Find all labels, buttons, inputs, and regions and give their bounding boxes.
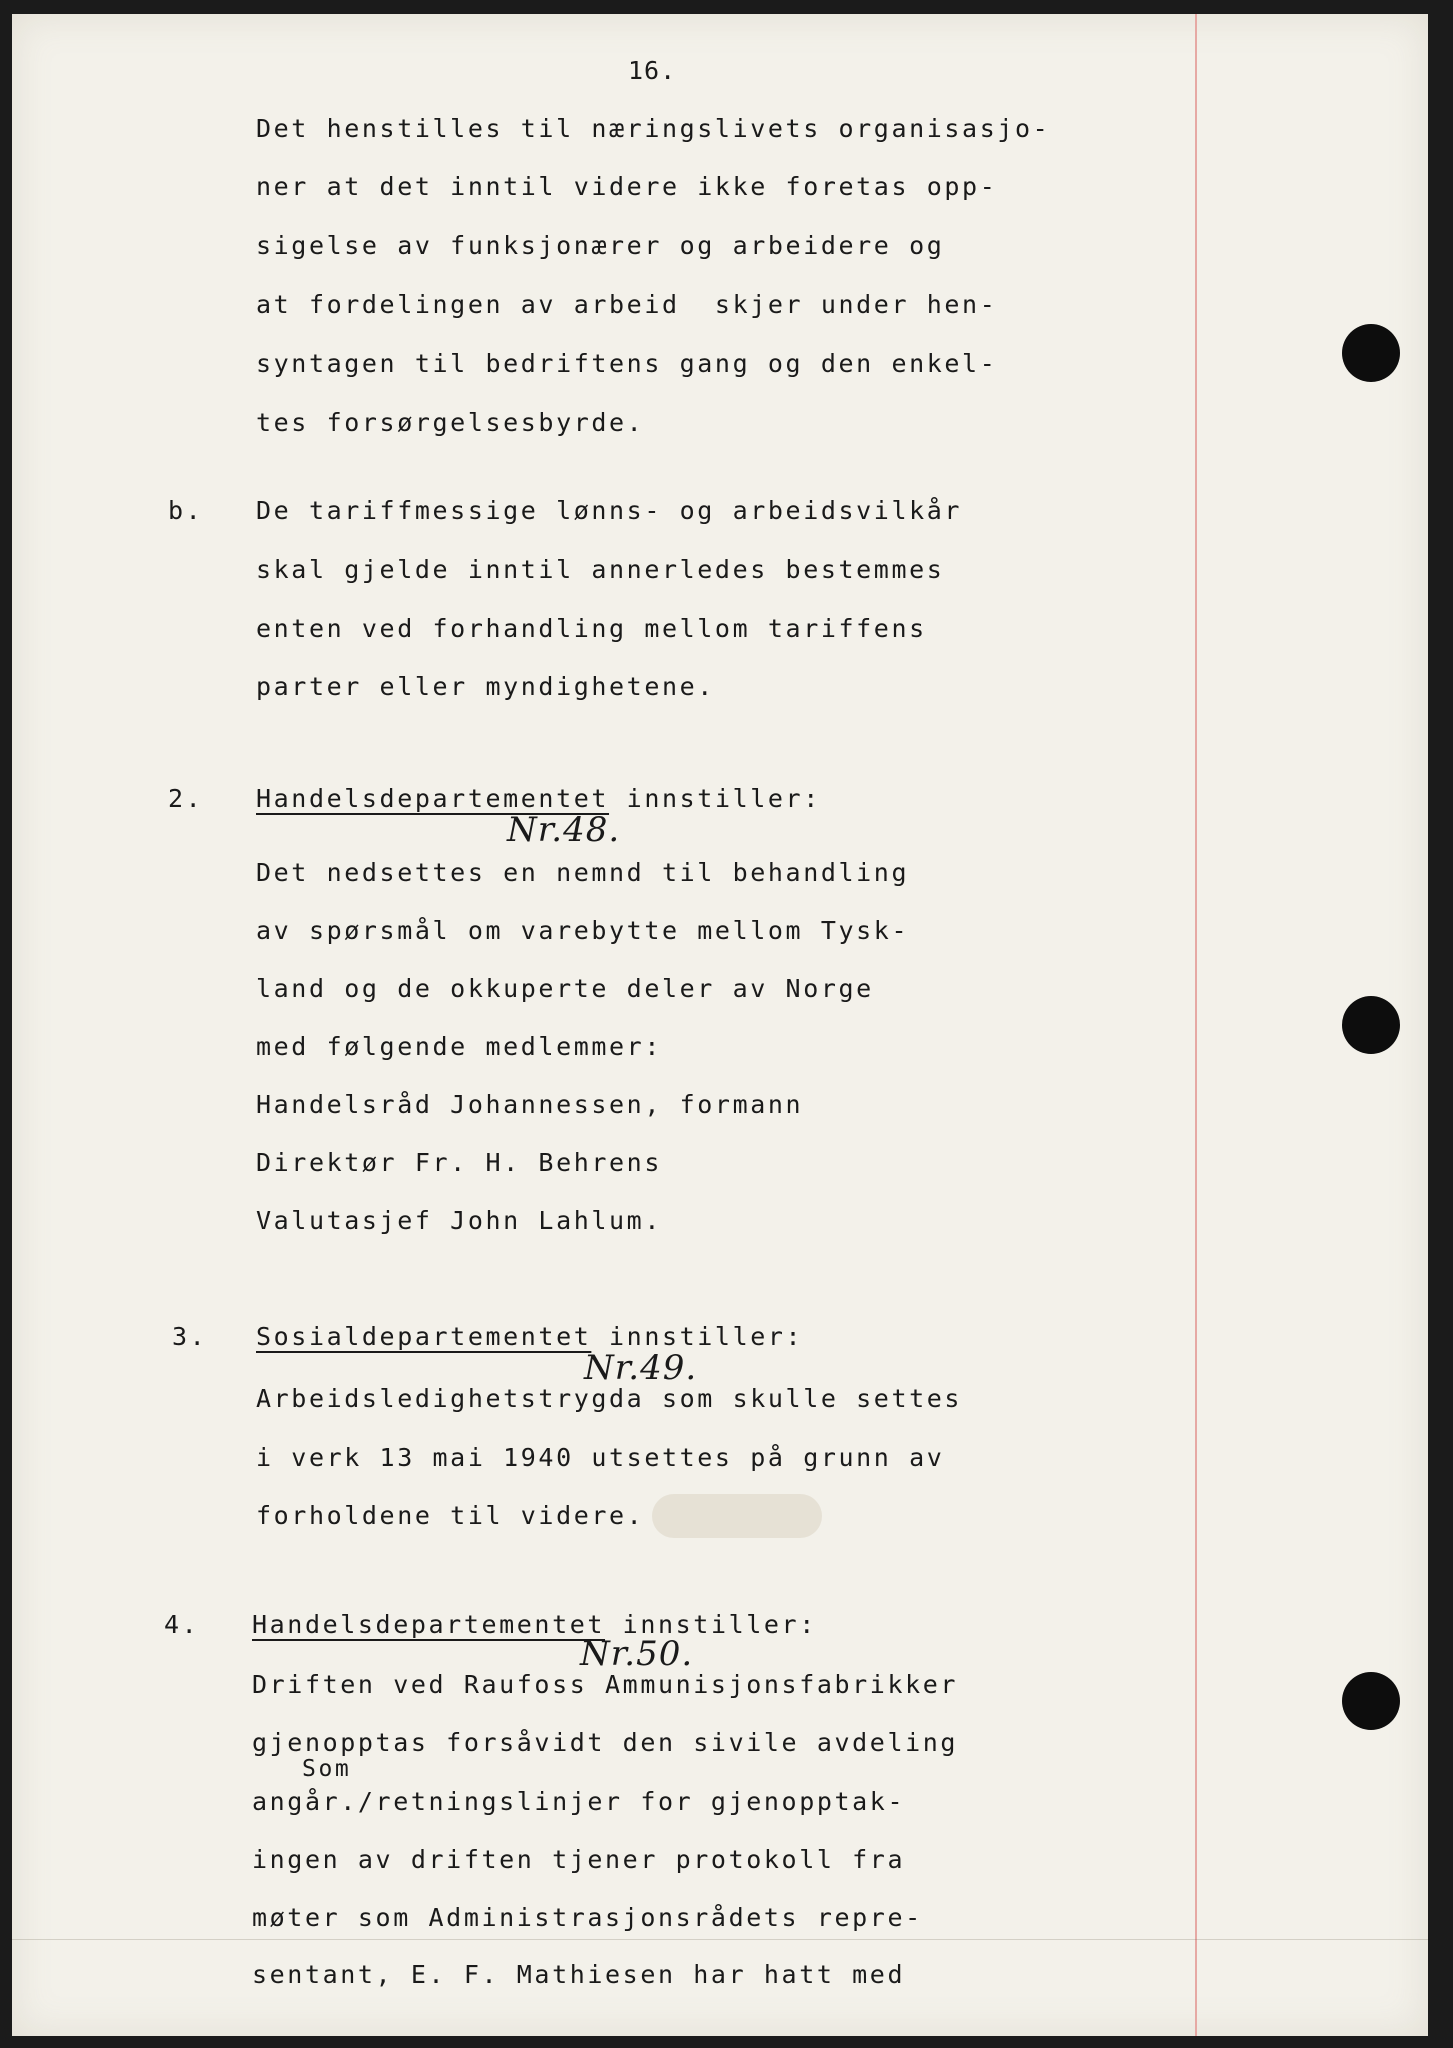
item-b-line: parter eller myndighetene. [256,672,715,701]
intro-line: Det henstilles til næringslivets organisasjo- [256,114,1051,143]
intro-line: ner at det inntil videre ikke foretas opp- [256,172,998,201]
item-4-line: ingen av driften tjener protokoll fra [252,1845,906,1874]
item-b-line: enten ved forhandling mellom tariffens [256,614,927,643]
item-4-heading: Handelsdepartementet [252,1610,606,1639]
punch-hole [1342,996,1400,1054]
punch-hole [1342,1672,1400,1730]
item-2-line: land og de okkuperte deler av Norge [256,974,874,1003]
item-3-line: forholdene til videre. [256,1501,645,1530]
item-b-marker: b. [168,496,204,525]
item-2-heading-suffix: innstiller: [609,784,821,813]
item-3-heading-row [256,1322,803,1352]
item-3-marker: 3. [172,1322,208,1351]
item-b-line: skal gjelde inntil annerledes bestemmes [256,555,945,584]
margin-rule [1195,14,1197,2036]
item-4-line: gjenopptas forsåvidt den sivile avdeling [252,1728,959,1757]
faded-stamp [652,1494,822,1538]
item-b-line: De tariffmessige lønns- og arbeidsvilkår [256,496,963,525]
page-fold-line [12,1939,1428,1940]
item-4-heading-row [252,1610,817,1640]
item-2-line: Valutasjef John Lahlum. [256,1206,662,1235]
item-4-case-number: Nr.50. [580,1634,694,1674]
item-2-line: Handelsråd Johannessen, formann [256,1090,804,1119]
item-3-heading: Sosialdepartementet [256,1322,592,1351]
item-4-line: Driften ved Raufoss Ammunisjonsfabrikker [252,1670,959,1699]
intro-line: at fordelingen av arbeid skjer under hen- [256,290,998,319]
intro-line: tes forsørgelsesbyrde. [256,408,645,437]
item-4-line: sentant, E. F. Mathiesen har hatt med [252,1960,906,1989]
punch-hole [1342,324,1400,382]
item-2-line: Det nedsettes en nemnd til behandling [256,858,910,887]
item-2-line: Direktør Fr. H. Behrens [256,1148,662,1177]
intro-line: syntagen til bedriftens gang og den enkel- [256,349,998,378]
item-2-heading: Handelsdepartementet [256,784,610,813]
item-4-insert: Som [302,1756,352,1782]
item-3-case-number: Nr.49. [584,1348,698,1388]
intro-line: sigelse av funksjonærer og arbeidere og [256,231,945,260]
item-4-line: møter som Administrasjonsrådets repre- [252,1903,923,1932]
item-4-heading-suffix: innstiller: [605,1610,817,1639]
item-2-line: med følgende medlemmer: [256,1032,662,1061]
item-3-heading-suffix: innstiller: [591,1322,804,1351]
item-3-line: Arbeidsledighetstrygda som skulle settes [256,1384,963,1413]
page-number: 16. [628,56,677,85]
item-2-case-number: Nr.48. [507,810,621,850]
item-4-line: angår./retningslinjer for gjenopptak- [252,1787,906,1816]
item-3-line: i verk 13 mai 1940 utsettes på grunn av [256,1443,945,1472]
document-page [12,14,1428,2036]
item-4-marker: 4. [164,1610,200,1639]
item-2-line: av spørsmål om varebytte mellom Tysk- [256,916,910,945]
item-2-marker: 2. [168,784,204,813]
